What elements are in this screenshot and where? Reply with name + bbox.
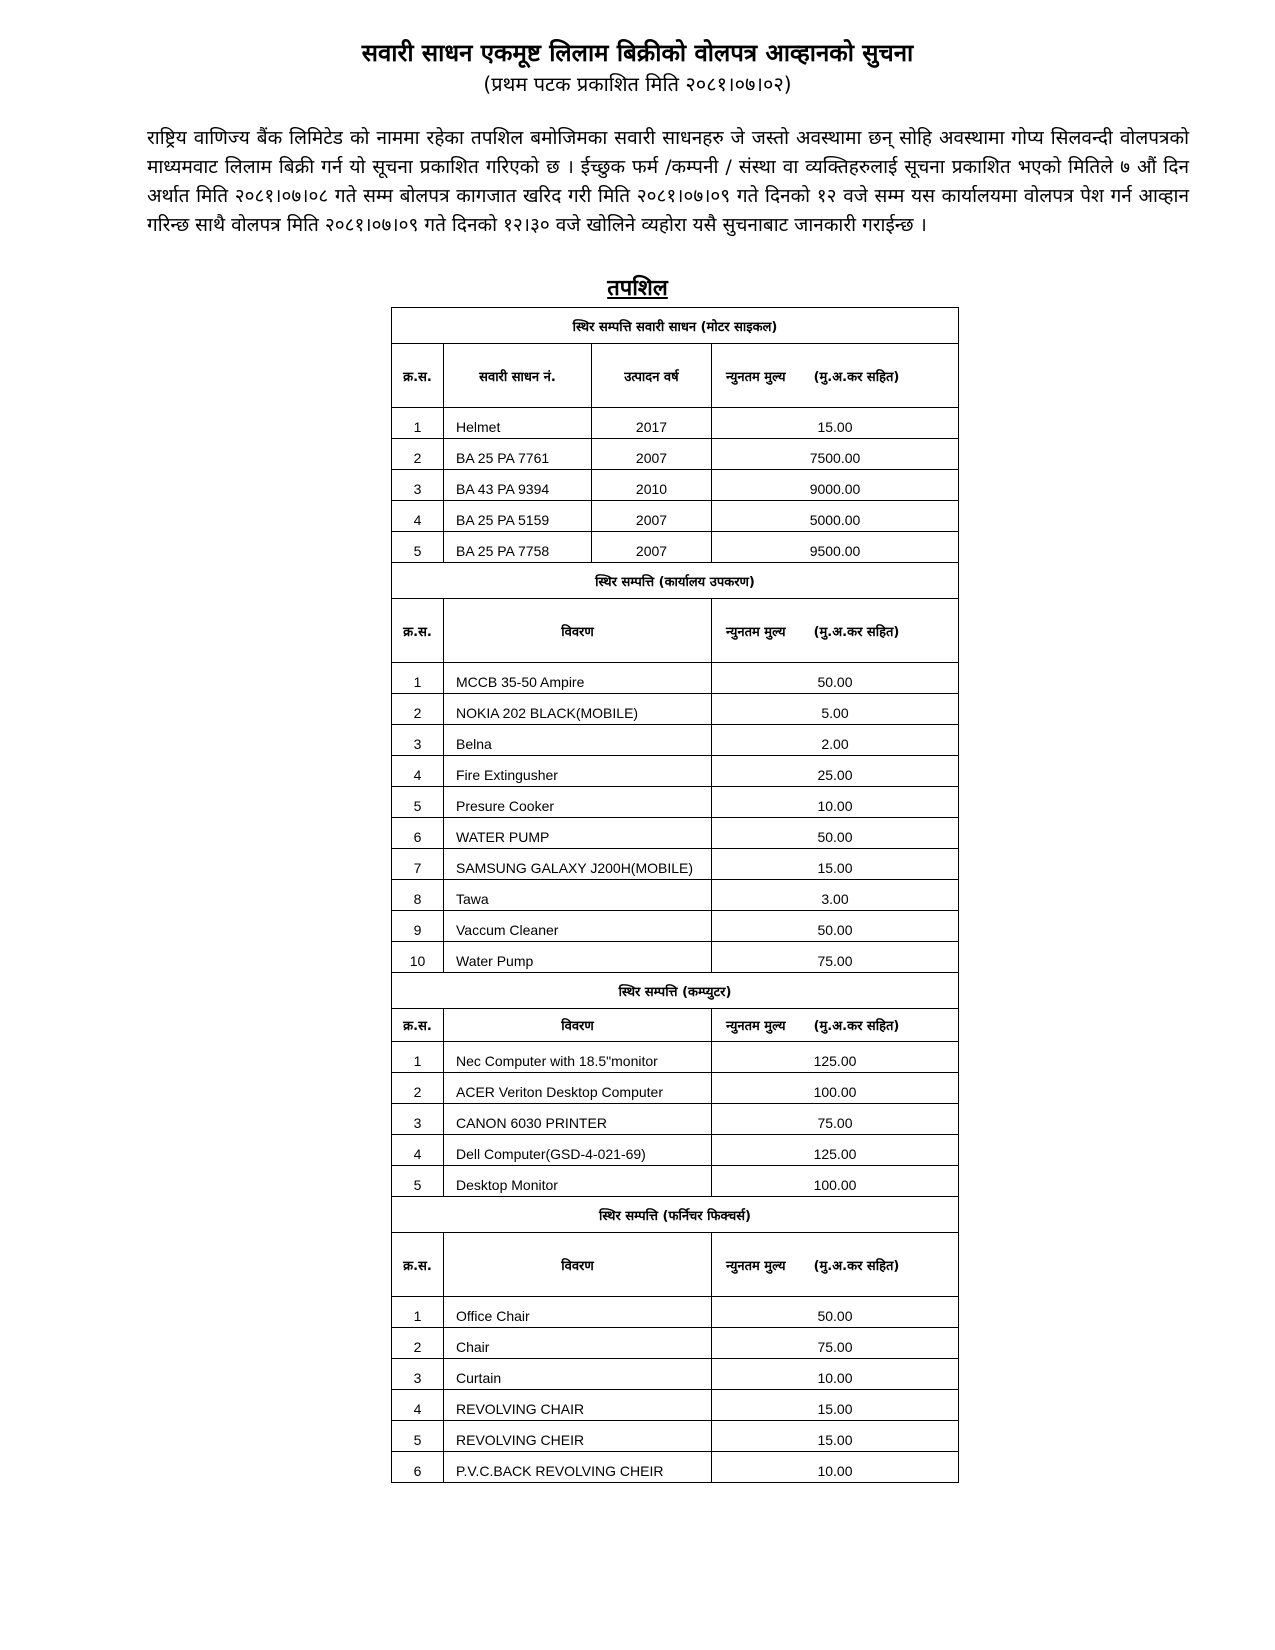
table-row bbox=[392, 787, 959, 818]
table-row bbox=[392, 1042, 959, 1073]
cell-description: Water Pump bbox=[444, 942, 712, 973]
table-row bbox=[392, 1328, 959, 1359]
header-price-note: (मु.अ.कर सहित) bbox=[813, 369, 900, 385]
table-row bbox=[392, 408, 959, 439]
computer-section-title: स्थिर सम्पत्ति (कम्प्युटर) bbox=[392, 973, 959, 1009]
table-row bbox=[392, 532, 959, 563]
table-row bbox=[392, 942, 959, 973]
cell-description: SAMSUNG GALAXY J200H(MOBILE) bbox=[444, 849, 712, 880]
cell-sn: 8 bbox=[392, 880, 444, 911]
section-title-row bbox=[392, 563, 959, 599]
table-row bbox=[392, 470, 959, 501]
cell-sn: 1 bbox=[392, 408, 444, 439]
cell-sn: 3 bbox=[392, 1359, 444, 1390]
cell-description: Chair bbox=[444, 1328, 712, 1359]
cell-sn: 6 bbox=[392, 1452, 444, 1483]
cell-sn: 2 bbox=[392, 694, 444, 725]
table-row bbox=[392, 1166, 959, 1197]
cell-price: 25.00 bbox=[712, 756, 959, 787]
asset-table bbox=[391, 307, 959, 1483]
notice-subtitle: (प्रथम पटक प्रकाशित मिति २०८१।०७।०२) bbox=[483, 72, 792, 96]
cell-price: 50.00 bbox=[712, 911, 959, 942]
cell-sn: 1 bbox=[392, 1297, 444, 1328]
cell-price: 15.00 bbox=[712, 1421, 959, 1452]
cell-price: 100.00 bbox=[712, 1166, 959, 1197]
office-section-title: स्थिर सम्पत्ति (कार्यालय उपकरण) bbox=[392, 563, 959, 599]
table-row bbox=[392, 501, 959, 532]
cell-year: 2007 bbox=[592, 439, 712, 470]
header-price-note: (मु.अ.कर सहित) bbox=[813, 624, 900, 640]
cell-description: Belna bbox=[444, 725, 712, 756]
header-price bbox=[712, 1009, 959, 1042]
header-price bbox=[712, 599, 959, 663]
table-row bbox=[392, 1135, 959, 1166]
cell-price: 15.00 bbox=[712, 1390, 959, 1421]
table-row bbox=[392, 911, 959, 942]
computer-header-row bbox=[392, 1009, 959, 1042]
cell-sn: 2 bbox=[392, 1328, 444, 1359]
cell-sn: 3 bbox=[392, 470, 444, 501]
cell-price: 75.00 bbox=[712, 942, 959, 973]
table-row bbox=[392, 1390, 959, 1421]
table-row bbox=[392, 663, 959, 694]
cell-price: 75.00 bbox=[712, 1328, 959, 1359]
cell-sn: 2 bbox=[392, 1073, 444, 1104]
notice-title: सवारी साधन एकमूष्ट लिलाम बिक्रीको वोलपत्र आव्हानको सुचना bbox=[361, 39, 914, 67]
cell-description: Office Chair bbox=[444, 1297, 712, 1328]
cell-description: Dell Computer(GSD-4-021-69) bbox=[444, 1135, 712, 1166]
header-description: विवरण bbox=[444, 599, 712, 663]
cell-description: MCCB 35-50 Ampire bbox=[444, 663, 712, 694]
cell-year: 2007 bbox=[592, 532, 712, 563]
header-price-label: न्युनतम मुल्य bbox=[726, 1258, 786, 1274]
cell-vehicle-no: BA 43 PA 9394 bbox=[444, 470, 592, 501]
cell-price: 15.00 bbox=[712, 408, 959, 439]
cell-sn: 9 bbox=[392, 911, 444, 942]
header-price bbox=[712, 1233, 959, 1297]
header-price-note: (मु.अ.कर सहित) bbox=[813, 1258, 900, 1274]
table-row bbox=[392, 725, 959, 756]
cell-description: Fire Extingusher bbox=[444, 756, 712, 787]
cell-sn: 5 bbox=[392, 787, 444, 818]
cell-vehicle-no: BA 25 PA 7761 bbox=[444, 439, 592, 470]
cell-year: 2017 bbox=[592, 408, 712, 439]
table-row bbox=[392, 1359, 959, 1390]
cell-sn: 5 bbox=[392, 1421, 444, 1452]
header-description: विवरण bbox=[444, 1009, 712, 1042]
cell-description: ACER Veriton Desktop Computer bbox=[444, 1073, 712, 1104]
cell-sn: 5 bbox=[392, 532, 444, 563]
cell-sn: 5 bbox=[392, 1166, 444, 1197]
cell-description: CANON 6030 PRINTER bbox=[444, 1104, 712, 1135]
cell-vehicle-no: Helmet bbox=[444, 408, 592, 439]
notice-paragraph: राष्ट्रिय वाणिज्य बैंक लिमिटेड को नाममा रहेका तपशिल बमोजिमका सवारी साधनहरु जे जस्तो अवस्थामा छन् सोहि अवस्थामा गोप्य सिलवन्दी वोलपत्रको माध्यमवाट लिलाम बिक्री गर्न यो सूचना प्रकाशित गरिएको छ । ईच्छुक फर्म /कम्पनी / संस्था वा व्यक्तिहरुलाई सूचना प्रकाशित भएको मितिले ७ औं दिन अर्थात मिति २०८१।०७।०८ गते सम्म बोलपत्र कागजात खरिद गरी मिति २०८१।०७।०९ गते दिनको १२ वजे सम्म यस कार्यालयमा वोलपत्र पेश गर्न आव्हान गरिन्छ साथै वोलपत्र मिति २०८१।०७।०९ गते दिनको १२।३० वजे खोलिने व्यहोरा यसै सुचनाबाट जानकारी गराईन्छ । bbox=[147, 127, 1189, 236]
cell-description: WATER PUMP bbox=[444, 818, 712, 849]
cell-price: 75.00 bbox=[712, 1104, 959, 1135]
table-row bbox=[392, 1421, 959, 1452]
cell-description: Tawa bbox=[444, 880, 712, 911]
cell-description: REVOLVING CHAIR bbox=[444, 1390, 712, 1421]
section-title-row bbox=[392, 308, 959, 344]
cell-price: 10.00 bbox=[712, 1452, 959, 1483]
cell-price: 50.00 bbox=[712, 1297, 959, 1328]
cell-sn: 1 bbox=[392, 1042, 444, 1073]
header-sn: क्र.स. bbox=[392, 1009, 444, 1042]
vehicle-section-title: स्थिर सम्पत्ति सवारी साधन (मोटर साइकल) bbox=[392, 308, 959, 344]
cell-price: 3.00 bbox=[712, 880, 959, 911]
cell-price: 9000.00 bbox=[712, 470, 959, 501]
table-row bbox=[392, 849, 959, 880]
cell-description: NOKIA 202 BLACK(MOBILE) bbox=[444, 694, 712, 725]
cell-description: Curtain bbox=[444, 1359, 712, 1390]
cell-vehicle-no: BA 25 PA 7758 bbox=[444, 532, 592, 563]
header-sn: क्र.स. bbox=[392, 599, 444, 663]
table-row bbox=[392, 1297, 959, 1328]
table-row bbox=[392, 818, 959, 849]
cell-vehicle-no: BA 25 PA 5159 bbox=[444, 501, 592, 532]
cell-price: 125.00 bbox=[712, 1042, 959, 1073]
cell-price: 100.00 bbox=[712, 1073, 959, 1104]
cell-sn: 3 bbox=[392, 725, 444, 756]
header-price-label: न्युनतम मुल्य bbox=[726, 1019, 786, 1034]
cell-price: 50.00 bbox=[712, 818, 959, 849]
details-heading: तपशिल bbox=[607, 276, 668, 301]
cell-price: 7500.00 bbox=[712, 439, 959, 470]
cell-price: 9500.00 bbox=[712, 532, 959, 563]
cell-description: Desktop Monitor bbox=[444, 1166, 712, 1197]
cell-sn: 2 bbox=[392, 439, 444, 470]
table-row bbox=[392, 756, 959, 787]
cell-price: 50.00 bbox=[712, 663, 959, 694]
header-sn: क्र.स. bbox=[392, 1233, 444, 1297]
header-price-label: न्युनतम मुल्य bbox=[726, 369, 786, 385]
cell-price: 125.00 bbox=[712, 1135, 959, 1166]
table-row bbox=[392, 1104, 959, 1135]
table-row bbox=[392, 1452, 959, 1483]
table-row bbox=[392, 1073, 959, 1104]
cell-sn: 4 bbox=[392, 1390, 444, 1421]
cell-year: 2010 bbox=[592, 470, 712, 501]
section-title-row bbox=[392, 973, 959, 1009]
cell-price: 5000.00 bbox=[712, 501, 959, 532]
cell-description: P.V.C.BACK REVOLVING CHEIR bbox=[444, 1452, 712, 1483]
cell-description: Presure Cooker bbox=[444, 787, 712, 818]
cell-sn: 4 bbox=[392, 756, 444, 787]
cell-sn: 4 bbox=[392, 1135, 444, 1166]
cell-sn: 3 bbox=[392, 1104, 444, 1135]
cell-price: 5.00 bbox=[712, 694, 959, 725]
header-price-note: (मु.अ.कर सहित) bbox=[813, 1019, 900, 1034]
cell-description: Vaccum Cleaner bbox=[444, 911, 712, 942]
office-header-row bbox=[392, 599, 959, 663]
furniture-header-row bbox=[392, 1233, 959, 1297]
cell-description: Nec Computer with 18.5"monitor bbox=[444, 1042, 712, 1073]
cell-price: 10.00 bbox=[712, 1359, 959, 1390]
cell-price: 10.00 bbox=[712, 787, 959, 818]
cell-price: 2.00 bbox=[712, 725, 959, 756]
table-row bbox=[392, 439, 959, 470]
section-title-row bbox=[392, 1197, 959, 1233]
header-vehicle-no: सवारी साधन नं. bbox=[444, 344, 592, 408]
cell-sn: 7 bbox=[392, 849, 444, 880]
cell-price: 15.00 bbox=[712, 849, 959, 880]
cell-sn: 10 bbox=[392, 942, 444, 973]
cell-description: REVOLVING CHEIR bbox=[444, 1421, 712, 1452]
table-row bbox=[392, 694, 959, 725]
cell-year: 2007 bbox=[592, 501, 712, 532]
header-sn: क्र.स. bbox=[392, 344, 444, 408]
vehicle-header-row bbox=[392, 344, 959, 408]
cell-sn: 6 bbox=[392, 818, 444, 849]
header-description: विवरण bbox=[444, 1233, 712, 1297]
header-price bbox=[712, 344, 959, 408]
cell-sn: 4 bbox=[392, 501, 444, 532]
header-price-label: न्युनतम मुल्य bbox=[726, 624, 786, 640]
furniture-section-title: स्थिर सम्पत्ति (फर्निचर फिक्चर्स) bbox=[392, 1197, 959, 1233]
table-row bbox=[392, 880, 959, 911]
header-year: उत्पादन वर्ष bbox=[592, 344, 712, 408]
cell-sn: 1 bbox=[392, 663, 444, 694]
